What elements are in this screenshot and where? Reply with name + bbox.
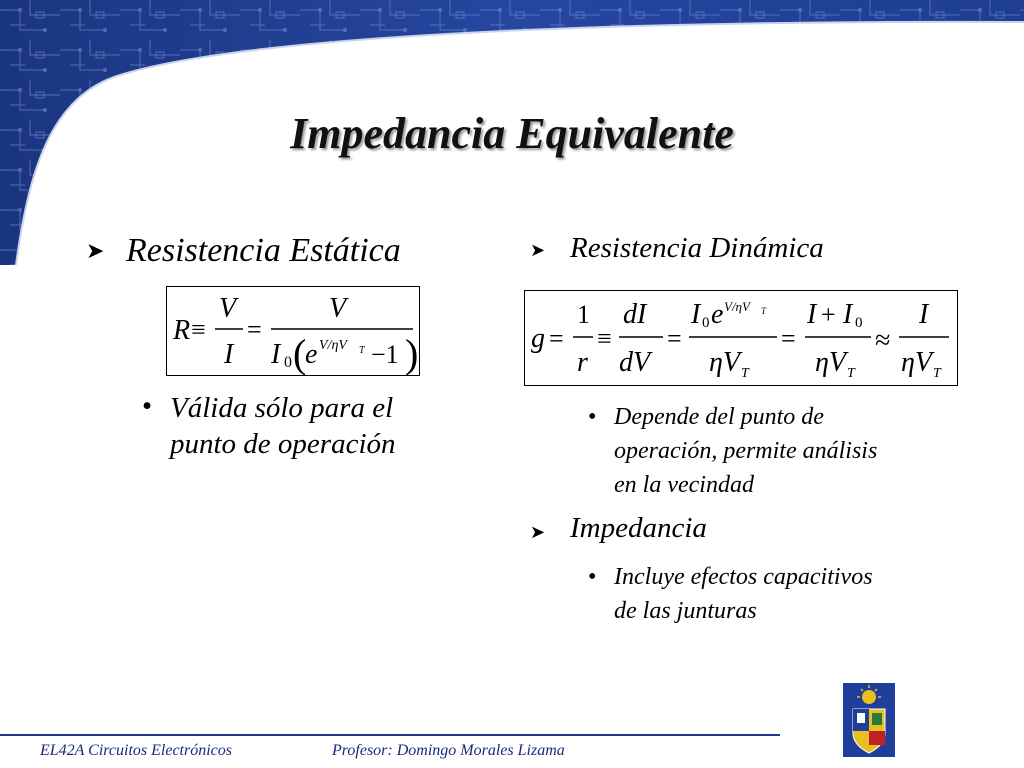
svg-text:V: V bbox=[329, 293, 347, 324]
svg-text:V/ηV: V/ηV bbox=[319, 338, 347, 353]
left-bullet bbox=[142, 390, 152, 423]
svg-text:0: 0 bbox=[284, 354, 292, 371]
svg-text:=: = bbox=[549, 324, 564, 353]
svg-text:≡: ≡ bbox=[597, 324, 612, 353]
arrow-bullet-icon: ➤ bbox=[530, 240, 546, 260]
right-heading2: Impedancia bbox=[570, 512, 707, 544]
svg-text:ηV: ηV bbox=[815, 347, 846, 378]
left-heading: Resistencia Estática bbox=[126, 232, 401, 269]
left-bullet-line: Válida sólo para el bbox=[170, 392, 394, 424]
svg-text:=: = bbox=[781, 324, 796, 353]
left-heading-row bbox=[86, 238, 104, 264]
svg-text:I: I bbox=[691, 299, 701, 330]
arrow-bullet-icon: ➤ bbox=[86, 238, 105, 263]
svg-text:0: 0 bbox=[702, 315, 710, 331]
svg-text:ηV: ηV bbox=[901, 347, 932, 378]
university-crest-icon bbox=[843, 683, 895, 757]
right-bullet2-line: de las junturas bbox=[614, 598, 757, 624]
svg-text:=: = bbox=[247, 315, 262, 344]
static-resistance-formula bbox=[167, 287, 419, 375]
right-bullet2-line: Incluye efectos capacitivos bbox=[614, 564, 873, 590]
svg-text:I: I bbox=[807, 299, 817, 330]
svg-text:T: T bbox=[359, 345, 365, 356]
dynamic-resistance-formula bbox=[525, 291, 957, 385]
bullet-dot-icon: • bbox=[142, 390, 153, 422]
svg-text:T: T bbox=[761, 306, 767, 316]
right-bullet1-dot bbox=[588, 400, 596, 434]
arrow-bullet-icon: ➤ bbox=[530, 522, 546, 542]
right-bullet1-line: en la vecindad bbox=[614, 472, 754, 498]
right-heading1: Resistencia Dinámica bbox=[570, 232, 824, 264]
slide-title: Impedancia Equivalente bbox=[290, 109, 734, 158]
svg-text:0: 0 bbox=[855, 315, 863, 331]
svg-text:r: r bbox=[577, 347, 588, 378]
svg-text:T: T bbox=[847, 366, 855, 381]
right-bullet2-text bbox=[614, 560, 873, 628]
svg-text:T: T bbox=[741, 366, 749, 381]
svg-text:V: V bbox=[219, 293, 237, 324]
footer-professor: Profesor: Domingo Morales Lizama bbox=[332, 742, 565, 759]
bullet-dot-icon: • bbox=[588, 404, 597, 430]
svg-text:+: + bbox=[821, 300, 836, 329]
left-bullet-text bbox=[170, 390, 396, 462]
svg-text:≈: ≈ bbox=[875, 325, 891, 356]
svg-text:1: 1 bbox=[577, 300, 590, 329]
svg-text:R: R bbox=[173, 315, 191, 346]
svg-text:V/ηV: V/ηV bbox=[724, 299, 750, 314]
svg-text:≡: ≡ bbox=[191, 315, 206, 344]
right-bullet1-text bbox=[614, 400, 877, 502]
svg-text:ηV: ηV bbox=[709, 347, 740, 378]
dynamic-resistance-equation bbox=[524, 290, 958, 386]
right-heading2-arrow bbox=[530, 522, 545, 543]
svg-text:=: = bbox=[667, 324, 682, 353]
right-bullet1-line: Depende del punto de bbox=[614, 404, 824, 430]
svg-text:I: I bbox=[843, 299, 853, 330]
svg-text:−1: −1 bbox=[371, 340, 399, 369]
svg-text:g: g bbox=[531, 323, 545, 354]
footer-course: EL42A Circuitos Electrónicos bbox=[40, 742, 232, 759]
svg-text:T: T bbox=[933, 366, 941, 381]
svg-text:): ) bbox=[405, 331, 419, 375]
left-bullet-line: punto de operación bbox=[170, 428, 396, 460]
svg-text:e: e bbox=[711, 299, 724, 330]
svg-text:(: ( bbox=[293, 331, 307, 375]
right-bullet2-dot bbox=[588, 560, 596, 594]
svg-text:dV: dV bbox=[619, 347, 651, 378]
svg-text:I: I bbox=[271, 339, 281, 370]
right-heading1-arrow bbox=[530, 240, 545, 261]
bullet-dot-icon: • bbox=[588, 564, 597, 590]
static-resistance-equation bbox=[166, 286, 420, 376]
svg-text:I: I bbox=[224, 339, 234, 370]
svg-text:I: I bbox=[919, 299, 929, 330]
svg-text:e: e bbox=[305, 339, 318, 370]
svg-text:dI: dI bbox=[623, 299, 647, 330]
right-bullet1-line: operación, permite análisis bbox=[614, 438, 878, 464]
